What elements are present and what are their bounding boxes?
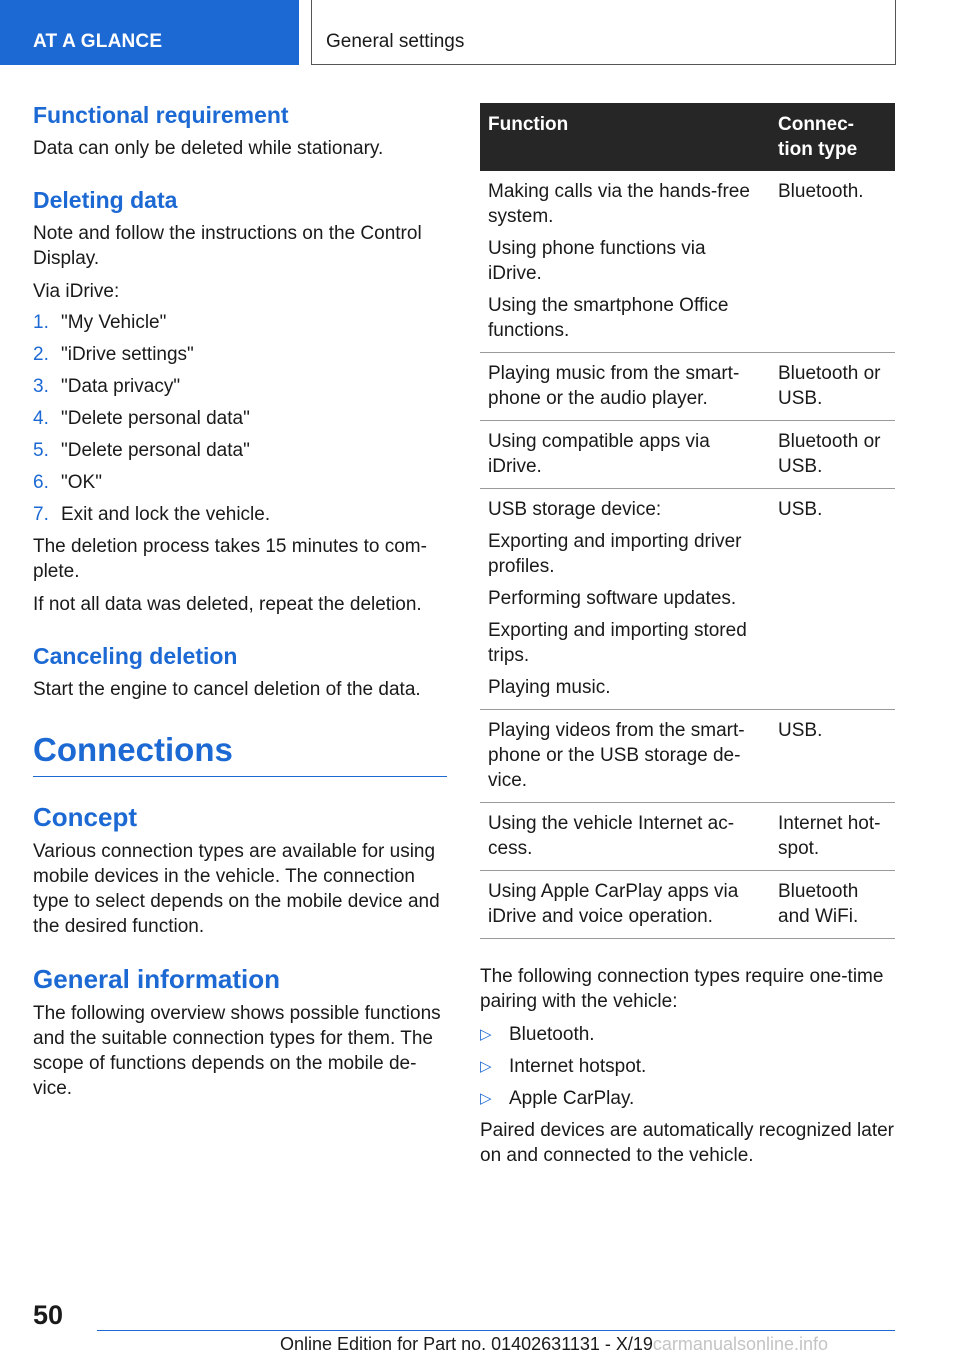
closing-text: Paired devices are automatically recognized later on and connected to the vehicle. bbox=[480, 1120, 894, 1166]
section-divider bbox=[33, 776, 447, 777]
function-cell: Using the vehicle Internet ac-cess. bbox=[480, 803, 770, 871]
connection-type-cell: USB. bbox=[770, 489, 895, 710]
table-row bbox=[480, 871, 895, 939]
function-cell: Playing music from the smart-phone or the audio player. bbox=[480, 353, 770, 421]
step-item: 4. "Delete personal data" bbox=[33, 408, 250, 429]
left-column bbox=[33, 100, 447, 1101]
heading-general-information: General information bbox=[33, 964, 281, 994]
function-cell: Using compatible apps via iDrive. bbox=[480, 421, 770, 489]
connection-type-cell: Bluetooth or USB. bbox=[770, 421, 895, 489]
page-number: 50 bbox=[33, 1300, 64, 1330]
function-cell: Using Apple CarPlay apps via iDrive and voice operation. bbox=[480, 871, 770, 939]
table-row bbox=[480, 353, 895, 421]
connection-type-cell: Bluetooth. bbox=[770, 171, 895, 353]
connection-type-cell: Internet hot-spot. bbox=[770, 803, 895, 871]
heading-connections: Connections bbox=[33, 731, 233, 768]
table-header-row bbox=[480, 103, 895, 171]
functional-requirement-text: Data can only be deleted while stationary. bbox=[33, 138, 384, 159]
table-row bbox=[480, 803, 895, 871]
table-row bbox=[480, 421, 895, 489]
step-item: 5. "Delete personal data" bbox=[33, 440, 250, 461]
watermark: carmanualsonline.info bbox=[652, 1334, 829, 1354]
function-cell: USB storage device: Exporting and importing driver profiles. Performing software updates. Exporting and importing stored trips. Playing music. bbox=[480, 489, 770, 710]
table-row bbox=[480, 171, 895, 353]
list-item: ▷ Apple CarPlay. bbox=[480, 1088, 635, 1109]
via-idrive-label: Via iDrive: bbox=[33, 281, 120, 302]
list-item: ▷ Internet hotspot. bbox=[480, 1056, 647, 1077]
triangle-bullet-icon: ▷ bbox=[480, 1090, 492, 1107]
section-tab: AT A GLANCE bbox=[0, 0, 299, 65]
connection-type-cell: USB. bbox=[770, 710, 895, 803]
connection-types-table bbox=[480, 103, 895, 939]
right-column bbox=[480, 103, 895, 1168]
column-header-function: Function bbox=[480, 103, 770, 171]
step-item: 2. "iDrive settings" bbox=[33, 344, 194, 365]
connection-type-cell: Bluetooth and WiFi. bbox=[770, 871, 895, 939]
triangle-bullet-icon: ▷ bbox=[480, 1058, 492, 1075]
step-item: 7. Exit and lock the vehicle. bbox=[33, 504, 271, 525]
heading-concept: Concept bbox=[33, 802, 137, 832]
column-header-connection-type: Connec-tion type bbox=[770, 103, 895, 171]
table-row bbox=[480, 710, 895, 803]
list-item: ▷ Bluetooth. bbox=[480, 1024, 595, 1045]
deletion-repeat-text: If not all data was deleted, repeat the deletion. bbox=[33, 594, 422, 615]
canceling-deletion-text: Start the engine to cancel deletion of the data. bbox=[33, 679, 421, 700]
step-item: 3. "Data privacy" bbox=[33, 376, 181, 397]
triangle-bullet-icon: ▷ bbox=[480, 1026, 492, 1043]
heading-functional-requirement: Functional requirement bbox=[33, 102, 289, 128]
footer-edition: Online Edition for Part no. 01402631131 - X/19carmanualsonline.info bbox=[280, 1334, 829, 1354]
chapter-title: General settings bbox=[311, 0, 896, 65]
general-information-text: The following overview shows possible functions and the suitable connection types for them. The scope of functions depends on the mobile de-vice. bbox=[33, 1003, 441, 1099]
pairing-list bbox=[480, 1022, 895, 1111]
function-cell: Making calls via the hands-free system. Using phone functions via iDrive. Using the smartphone Office functions. bbox=[480, 171, 770, 353]
step-item: 1. "My Vehicle" bbox=[33, 312, 167, 333]
concept-text: Various connection types are available for using mobile devices in the vehicle. The connection type to select depends on the mobile device and the desired function. bbox=[33, 841, 440, 937]
deletion-duration-text: The deletion process takes 15 minutes to com-plete. bbox=[33, 536, 427, 582]
deletion-steps bbox=[33, 310, 447, 527]
step-item: 6. "OK" bbox=[33, 472, 102, 493]
function-cell: Playing videos from the smart-phone or the USB storage de-vice. bbox=[480, 710, 770, 803]
heading-canceling-deletion: Canceling deletion bbox=[33, 643, 238, 669]
heading-deleting-data: Deleting data bbox=[33, 187, 178, 213]
footer-rule bbox=[97, 1330, 895, 1331]
table-row bbox=[480, 489, 895, 710]
deleting-data-intro: Note and follow the instructions on the Control Display. bbox=[33, 223, 422, 269]
connection-type-cell: Bluetooth or USB. bbox=[770, 353, 895, 421]
pairing-text: The following connection types require one-time pairing with the vehicle: bbox=[480, 966, 884, 1012]
